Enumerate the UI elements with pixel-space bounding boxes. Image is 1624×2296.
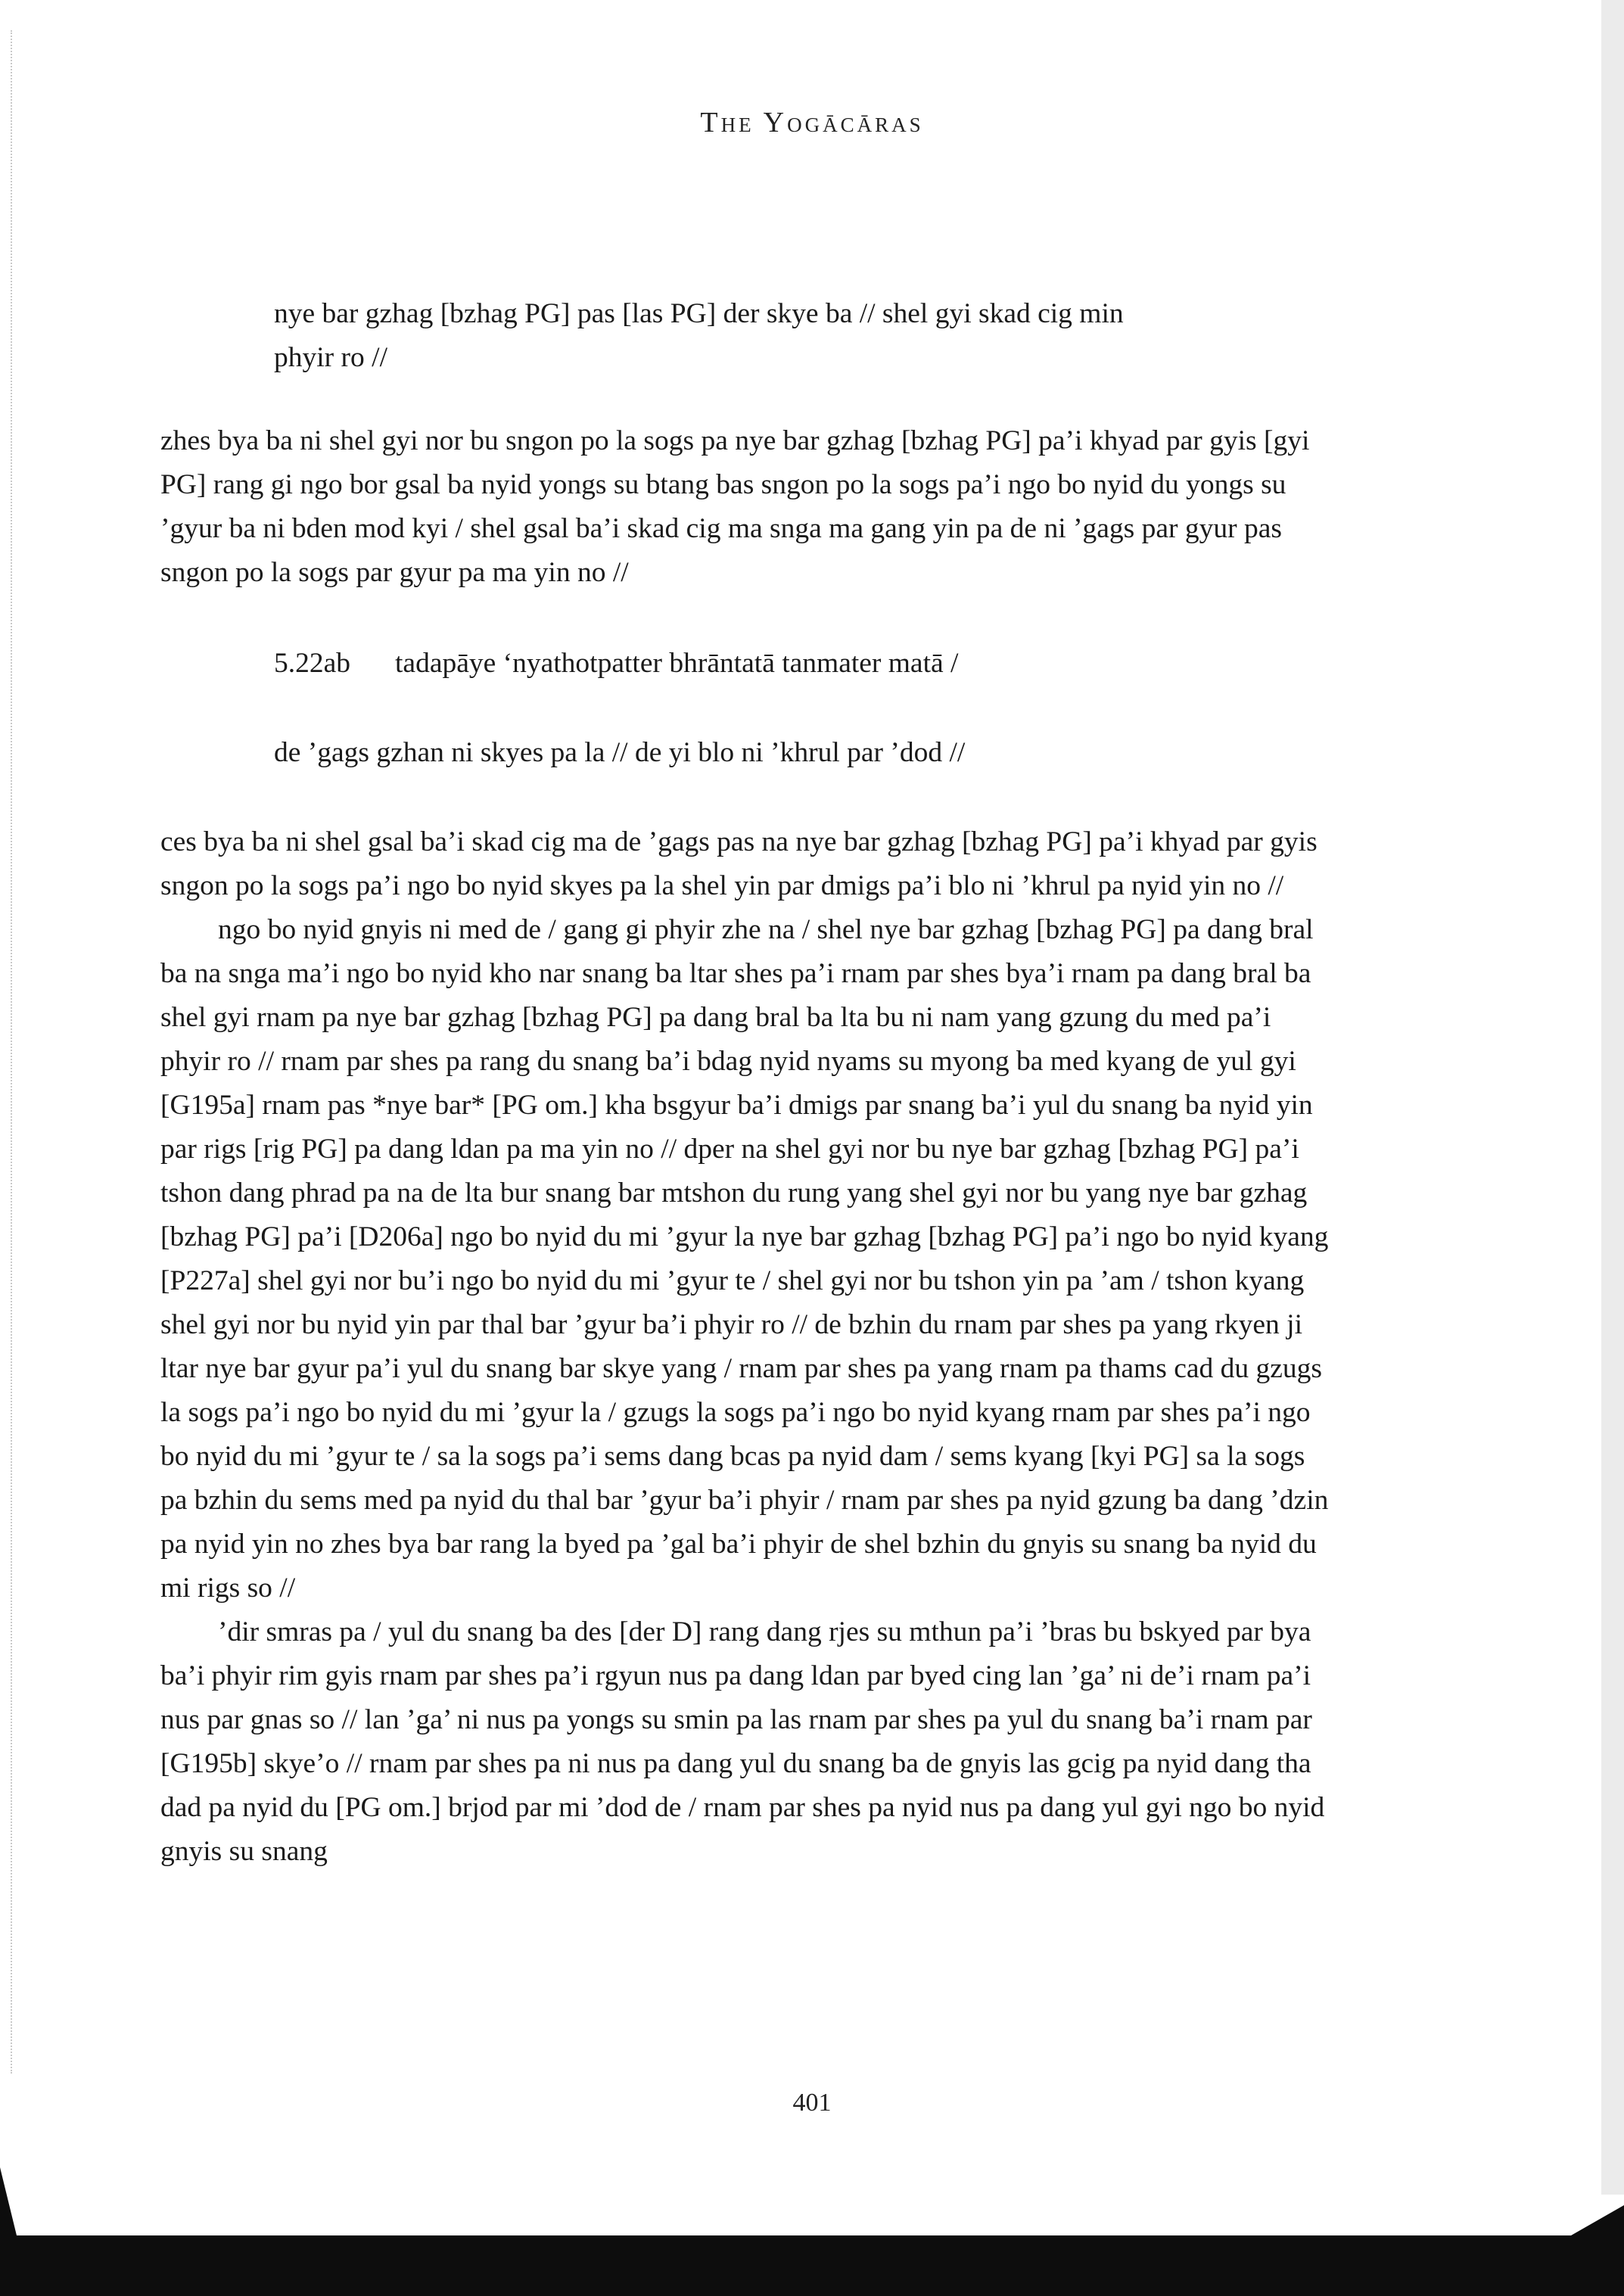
verse-line: nye bar gzhag [bzhag PG] pas [las PG] der skye ba // shel gyi skad cig min — [274, 298, 1124, 329]
paragraph-text: zhes bya ba ni shel gyi nor bu sngon po la sogs pa nye bar gzhag [bzhag PG] pa’i khyad par gyis [gyi PG] rang gi ngo bor gsal ba nyid yongs su btang bas sngon po la sogs pa’i ngo bo nyid du yongs su ’gyur ba ni bden mod kyi / shel gsal ba’i skad cig ma snga ma gang yin pa de ni ’gags par gyur pas sngon po la sogs par gyur pa ma yin no // — [160, 425, 1310, 588]
scan-artifact-left — [0, 2167, 17, 2235]
verse-line: phyir ro // — [274, 342, 387, 373]
scan-edge-right — [1601, 0, 1624, 2195]
paragraph-text: ngo bo nyid gnyis ni med de / gang gi phyir zhe na / shel nye bar gzhag [bzhag PG] pa dang bral ba na snga ma’i ngo bo nyid kho nar snang ba ltar shes pa’i rnam par shes bya’i rnam pa dang bral ba shel gyi rnam pa nye bar gzhag [bzhag PG] pa dang bral ba lta bu ni nam yang gzung du med pa’i phyir ro // rnam par shes pa rang du snang ba’i bdag nyid nyams su myong ba med kyang de yul gyi [G195a] rnam pas *nye bar* [PG om.] kha bsgyur ba’i dmigs par snang ba’i yul du snang ba nyid yin par rigs [rig PG] pa dang ldan pa ma yin no // dper na shel gyi nor bu nye bar gzhag [bzhag PG] pa’i tshon dang phrad pa na de lta bur snang bar mtshon du rung yang shel gyi nor bu yang nye bar gzhag [bzhag PG] pa’i [D206a] ngo bo nyid du mi ’gyur la nye bar gzhag [bzhag PG] pa’i ngo bo nyid kyang [P227a] shel gyi nor bu’i ngo bo nyid du mi ’gyur te / shel gyi nor bu tshon yin pa ’am / tshon kyang shel gyi nor bu nyid yin par thal bar ’gyur ba’i phyir ro // de bzhin du rnam par shes pa yang rkyen ji ltar nye bar gyur pa’i yul du snang bar skye yang / rnam par shes pa yang rnam pa thams cad du gzugs la sogs pa’i ngo bo nyid du mi ’gyur la / gzugs la sogs pa’i ngo bo nyid kyang rnam par shes pa’i ngo bo nyid du mi ’gyur te / sa la sogs pa’i sems dang bcas pa nyid dam / sems kyang [kyi PG] sa la sogs pa bzhin du sems med pa nyid du thal bar ’gyur ba’i phyir / rnam par shes pa nyid gzung ba dang ’dzin pa nyid yin no zhes bya bar rang la byed pa ’gal ba’i phyir de shel bzhin du gnyis su snang ba nyid du mi rigs so // — [160, 914, 1329, 1604]
verse-line: de ’gags gzhan ni skyes pa la // de yi blo ni ’khrul par ’dod // — [274, 737, 966, 768]
scan-margin-dots — [11, 30, 15, 2074]
main-text-flow — [160, 820, 1333, 1874]
paragraph-text: ces bya ba ni shel gsal ba’i skad cig ma de ’gags pas na nye bar gzhag [bzhag PG] pa’i khyad par gyis sngon po la sogs pa’i ngo bo nyid skyes pa la shel yin par dmigs pa’i blo ni ’khrul pa nyid yin no // — [160, 826, 1318, 901]
verse-block-1 — [160, 292, 1447, 380]
scan-bottom-bar — [0, 2235, 1624, 2296]
verse-numbered — [160, 642, 1447, 686]
paragraph-1 — [160, 419, 1333, 595]
verse-sanskrit: tadapāye ‘nyathotpatter bhrāntatā tanmater matā / — [395, 648, 959, 679]
verse-block-2 — [160, 731, 1447, 775]
scan-artifact-right — [1571, 2205, 1624, 2235]
running-head: The Yogācāras — [700, 107, 924, 138]
page-number: 401 — [792, 2089, 832, 2117]
verse-number: 5.22ab — [274, 648, 351, 679]
paragraph-text: ’dir smras pa / yul du snang ba des [der D] rang dang rjes su mthun pa’i ’bras bu bskyed par bya ba’i phyir rim gyis rnam par shes pa’i rgyun nus pa dang ldan par byed cing lan ’ga’ ni de’i rnam pa’i nus par gnas so // lan ’ga’ ni nus pa yongs su smin pa las rnam par shes pa yul du snang ba’i rnam par [G195b] skye’o // rnam par shes pa ni nus pa dang yul du snang ba de gnyis las gcig pa nyid dang tha dad pa nyid du [PG om.] brjod par mi ’dod de / rnam par shes pa nyid nus pa dang yul gyi ngo bo nyid gnyis su snang — [160, 1616, 1325, 1867]
